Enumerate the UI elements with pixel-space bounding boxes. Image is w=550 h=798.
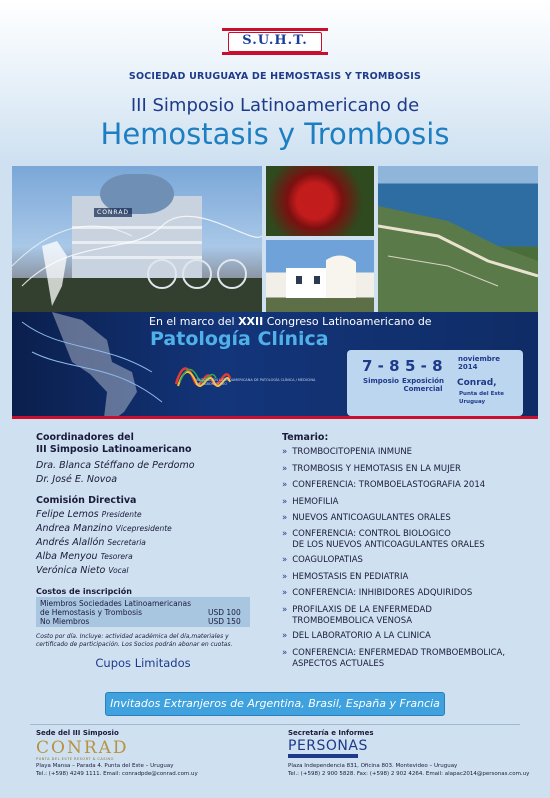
temario-item-text (292, 555, 363, 566)
temario-item (282, 572, 408, 583)
bullet-arrow-icon: » (282, 605, 288, 615)
temario-line: HEMOFILIA (292, 497, 339, 507)
band-red-line (12, 416, 538, 419)
sec-addr-2: Tel.: (+598) 2 900 5828. Fax: (+598) 2 902 4264. Email: alapac2014@personas.com.uy (288, 771, 530, 777)
bullet-arrow-icon: » (282, 480, 288, 490)
year-text: 2014 (458, 363, 478, 371)
cupos-limitados: Cupos Limitados (95, 656, 191, 670)
temario-item-text (292, 631, 431, 642)
venue-place (459, 390, 504, 406)
comision-member (36, 537, 146, 548)
temario-item-text (292, 572, 408, 583)
temario-item (282, 555, 363, 566)
temario-item-text (292, 648, 505, 670)
expo-label-2: Comercial (403, 385, 443, 393)
temario-item (282, 464, 461, 475)
member-role: Secretaria (107, 538, 146, 547)
hotel-sign: CONRAD (94, 208, 132, 217)
member-name: Alba Menyou (36, 551, 98, 562)
conrad-logo: CONRAD (36, 738, 129, 758)
america-map-graphic (12, 312, 172, 418)
house-illustration (266, 240, 374, 312)
title-line-2: Hemostasis y Trombosis (100, 117, 450, 151)
temario-line: TROMBOCITOPENIA INMUNE (292, 447, 413, 457)
society-name: SOCIEDAD URUGUAYA DE HEMOSTASIS Y TROMBOSIS (128, 71, 422, 82)
temario-line: DE LOS NUEVOS ANTICOAGULANTES ORALES (292, 540, 485, 550)
bullet-arrow-icon: » (282, 464, 288, 474)
temario-item (282, 605, 432, 627)
sede-address (36, 762, 198, 778)
coordinator-2: Dr. José E. Novoa (36, 474, 118, 485)
congress-intro (149, 315, 432, 328)
hotel-illustration (12, 166, 262, 312)
invitados-text: Invitados Extranjeros de Argentina, Brasil, España y Francia (110, 697, 440, 710)
bullet-arrow-icon: » (282, 588, 288, 598)
coast-illustration (378, 166, 538, 312)
sede-heading: Sede del III Simposio (36, 729, 119, 737)
congress-intro-prefix: En el marco del (149, 315, 239, 328)
comision-member (36, 523, 172, 534)
member-role: Vicepresidente (115, 524, 172, 533)
suht-logo (222, 28, 328, 54)
temario-item-text (292, 529, 484, 551)
cost-row-members-label-1: Miembros Sociedades Latinoamericanas (40, 599, 192, 608)
bullet-arrow-icon: » (282, 631, 288, 641)
simposio-label: Simposio (363, 377, 399, 385)
member-role: Presidente (101, 510, 142, 519)
temario-line: CONFERENCIA: ENFERMEDAD TROMBOEMBOLICA, (292, 648, 506, 658)
costs-title: Costos de inscripción (36, 587, 132, 596)
flower-photo (266, 166, 374, 236)
place-city: Punta del Este (459, 391, 504, 397)
temario-heading: Temario: (282, 432, 329, 443)
coast-photo (378, 166, 538, 312)
bullet-arrow-icon: » (282, 572, 288, 582)
sede-addr-1: Playa Mansa – Parada 4. Punta del Este – Uruguay (36, 763, 174, 769)
bullet-arrow-icon: » (282, 648, 288, 658)
temario-item-text (292, 447, 412, 458)
cost-row-members-price: USD 100 (208, 608, 241, 617)
event-month (458, 355, 500, 371)
secretaria-address (288, 762, 529, 778)
temario-item-text (292, 497, 338, 508)
member-role: Tesorera (100, 552, 133, 561)
alapac-caption: ASOCIACIÓN LATINOAMERICANA DE PATOLOGÍA CLÍNICA / MEDICINA DE LABORATORIO (196, 378, 316, 386)
personas-logo-bar (288, 754, 358, 758)
temario-item (282, 480, 485, 491)
temario-line: TROMBOSIS Y HEMOTASIS EN LA MUJER (292, 464, 461, 474)
temario-item-text (292, 605, 432, 627)
comision-member (36, 509, 142, 520)
member-name: Andrés Alallón (36, 537, 105, 548)
temario-line: ASPECTOS ACTUALES (292, 659, 385, 669)
house-photo (266, 240, 374, 312)
title-line-1: III Simposio Latinoamericano de (130, 95, 420, 116)
temario-line: CONFERENCIA: INHIBIDORES ADQUIRIDOS (292, 588, 473, 598)
temario-item (282, 529, 485, 551)
congress-intro-suffix: Congreso Latinoamericano de (263, 315, 432, 328)
temario-item-text (292, 464, 461, 475)
temario-line: CONFERENCIA: CONTROL BIOLOGICO (292, 529, 451, 539)
expo-label-1: Exposición (401, 377, 445, 385)
temario-line: CONFERENCIA: TROMBOELASTOGRAFIA 2014 (292, 480, 486, 490)
conrad-logo-sub: PUNTA DEL ESTE RESORT & CASINO (36, 757, 114, 761)
temario-line: DEL LABORATORIO A LA CLINICA (292, 631, 431, 641)
logo-bar-top (222, 28, 328, 31)
logo-text: S.U.H.T. (242, 33, 308, 48)
temario-line: COAGULOPATIAS (292, 555, 363, 565)
temario-line: PROFILAXIS DE LA ENFERMEDAD (292, 605, 432, 615)
temario-item (282, 631, 431, 642)
bullet-arrow-icon: » (282, 555, 288, 565)
sede-addr-2: Tel.: (+598) 4249 1111. Email: conradpde@conrad.com.uy (36, 771, 198, 777)
bullet-arrow-icon: » (282, 513, 288, 523)
coordinator-1: Dra. Blanca Stéffano de Perdomo (36, 460, 195, 471)
place-country: Uruguay (459, 399, 486, 405)
personas-logo: PERSONAS (288, 738, 368, 754)
photo-collage (12, 166, 538, 312)
coord-heading-1: Coordinadores del (36, 432, 134, 443)
simposio-dates: 7 - 8 (362, 357, 400, 375)
member-name: Verónica Nieto (36, 565, 106, 576)
bullet-arrow-icon: » (282, 497, 288, 507)
bullet-arrow-icon: » (282, 447, 288, 457)
expo-dates: 5 - 8 (405, 357, 443, 375)
hotel-photo (12, 166, 262, 312)
temario-item (282, 588, 472, 599)
comision-member (36, 565, 128, 576)
temario-item-text (292, 588, 472, 599)
costs-note-2: certificado de participación. Los Socios podrán abonar en cuotas. (36, 641, 233, 648)
venue-name: Conrad, (457, 378, 497, 388)
bullet-arrow-icon: » (282, 529, 288, 539)
temario-item-text (292, 480, 485, 491)
temario-line: HEMOSTASIS EN PEDIATRIA (292, 572, 409, 582)
secretaria-heading: Secretaría e Informes (288, 729, 374, 737)
month-text: noviembre (458, 355, 501, 363)
comision-member (36, 551, 133, 562)
temario-item (282, 648, 505, 670)
cost-row-nonmembers-price: USD 150 (208, 617, 241, 626)
coord-heading-2: III Simposio Latinoamericano (36, 444, 192, 455)
logo-bar-bottom (222, 52, 328, 55)
temario-item-text (292, 513, 451, 524)
temario-line: TROMBOEMBOLICA VENOSA (292, 616, 413, 626)
congress-edition: XXII (238, 315, 264, 328)
congress-title: Patología Clínica (150, 328, 329, 350)
temario-line: NUEVOS ANTICOAGULANTES ORALES (292, 513, 451, 523)
temario-item (282, 513, 451, 524)
member-name: Andrea Manzino (36, 523, 113, 534)
cost-row-nonmembers-label: No Miembros (40, 617, 90, 626)
temario-item (282, 447, 412, 458)
costs-note-1: Costo por día. Incluye: actividad académica del día,materiales y (36, 633, 229, 640)
member-role: Vocal (108, 566, 129, 575)
footer-divider (30, 724, 520, 725)
cost-row-members-label-2: de Hemostasis y Trombosis (40, 608, 142, 617)
costs-note (36, 633, 258, 649)
member-name: Felipe Lemos (36, 509, 99, 520)
comision-heading: Comisión Directiva (36, 495, 137, 506)
temario-item (282, 497, 338, 508)
sec-addr-1: Plaza Independencia 831, Oficina 803. Montevideo – Uruguay (288, 763, 458, 769)
